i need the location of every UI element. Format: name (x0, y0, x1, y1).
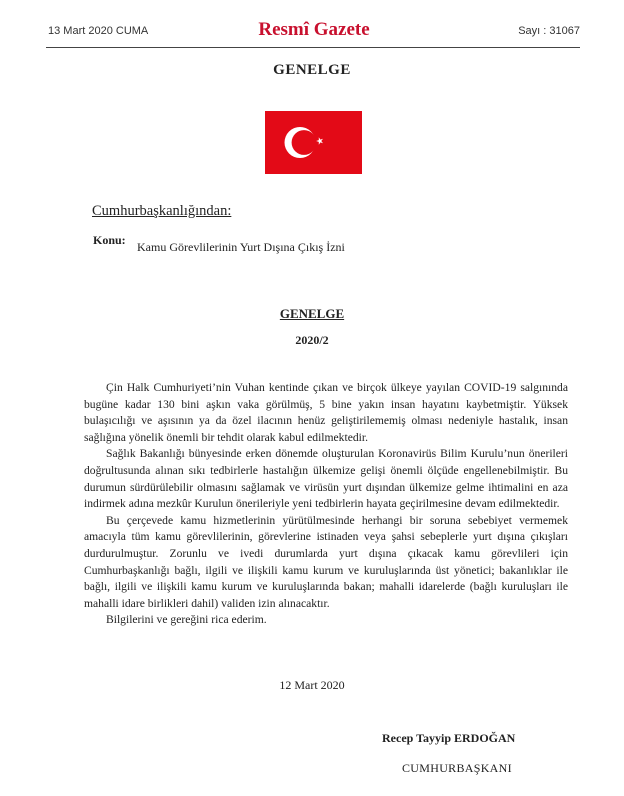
publication-date: 13 Mart 2020 CUMA (48, 25, 149, 37)
body-paragraph: Çin Halk Cumhuriyeti’nin Vuhan kentinde çıkan ve birçok ülkeye yayılan COVID-19 salgınında bugüne kadar 130 bini aşkın vaka görülmüş, 5 bine yakın insan hayatını kaybetmiştir. Yüksek bulaşıcılığı ve aşısının ya da özel ilacının henüz geliştirilememiş olması nedeniyle hastalık, insan sağlığına yönelik önemli bir tehdit olarak kabul edilmektedir. (84, 381, 568, 444)
issue-number: Sayı : 31067 (518, 25, 580, 37)
subject-label: Konu: (93, 233, 126, 247)
circular-title: GENELGE (279, 306, 345, 321)
body-paragraph: Bilgilerini ve gereğini rica ederim. (106, 613, 267, 627)
circular-number: 2020/2 (295, 333, 329, 347)
masthead-title: Resmî Gazete (258, 19, 370, 40)
subject-text: Kamu Görevlilerinin Yurt Dışına Çıkış İzni (137, 240, 345, 254)
signer-title: CUMHURBAŞKANI (402, 761, 512, 775)
turkish-flag-icon (265, 111, 362, 174)
signer-name: Recep Tayyip ERDOĞAN (382, 731, 516, 745)
body-paragraph: Bu çerçevede kamu hizmetlerinin yürütülmesinde herhangi bir soruna sebebiyet vermemek amacıyla tüm kamu görevlilerinin, görevlerine istinaden veya şahsi sebeplerle yurt dışına çıkışları durdurulmuştur. Zorunlu ve ivedi durumlarda yurt dışına çıkacak kamu görevlileri için Cumhurbaşkanlığı bağlı, ilgili ve ilişkili kamu kurum ve kuruluşlarında üst yönetici; bakanlıklar ile bağlı, ilgili ve ilişkili kamu kurum ve kuruluşlarında bakan; mahalli idarelerde (bağlı kuruluşları ile mahalli idare birlikleri dahil) validen izin alınacaktır. (84, 513, 568, 610)
header-divider (46, 47, 580, 48)
circular-body (84, 380, 568, 629)
issuer-heading: Cumhurbaşkanlığından: (92, 203, 232, 219)
body-paragraph: Sağlık Bakanlığı bünyesinde erken dönemde oluşturulan Koronavirüs Bilim Kurulu’nun önerileri doğrultusunda alınan sıkı tedbirlerle hastalığın ülkemize gelişi önemli ölçüde engellenebilmiştir. Bu durumun sürdürülebilir olmasını sağlamak ve virüsün yurt dışından ülkemize gelme ihtimalini en aza indirmek adına mezkûr Kurulun önerileriyle yeni tedbirlerin hayata geçirilmesine devam edilmektedir. (84, 447, 568, 511)
signature-date: 12 Mart 2020 (279, 678, 345, 692)
document-type: GENELGE (273, 62, 351, 78)
gazette-header (48, 16, 580, 48)
